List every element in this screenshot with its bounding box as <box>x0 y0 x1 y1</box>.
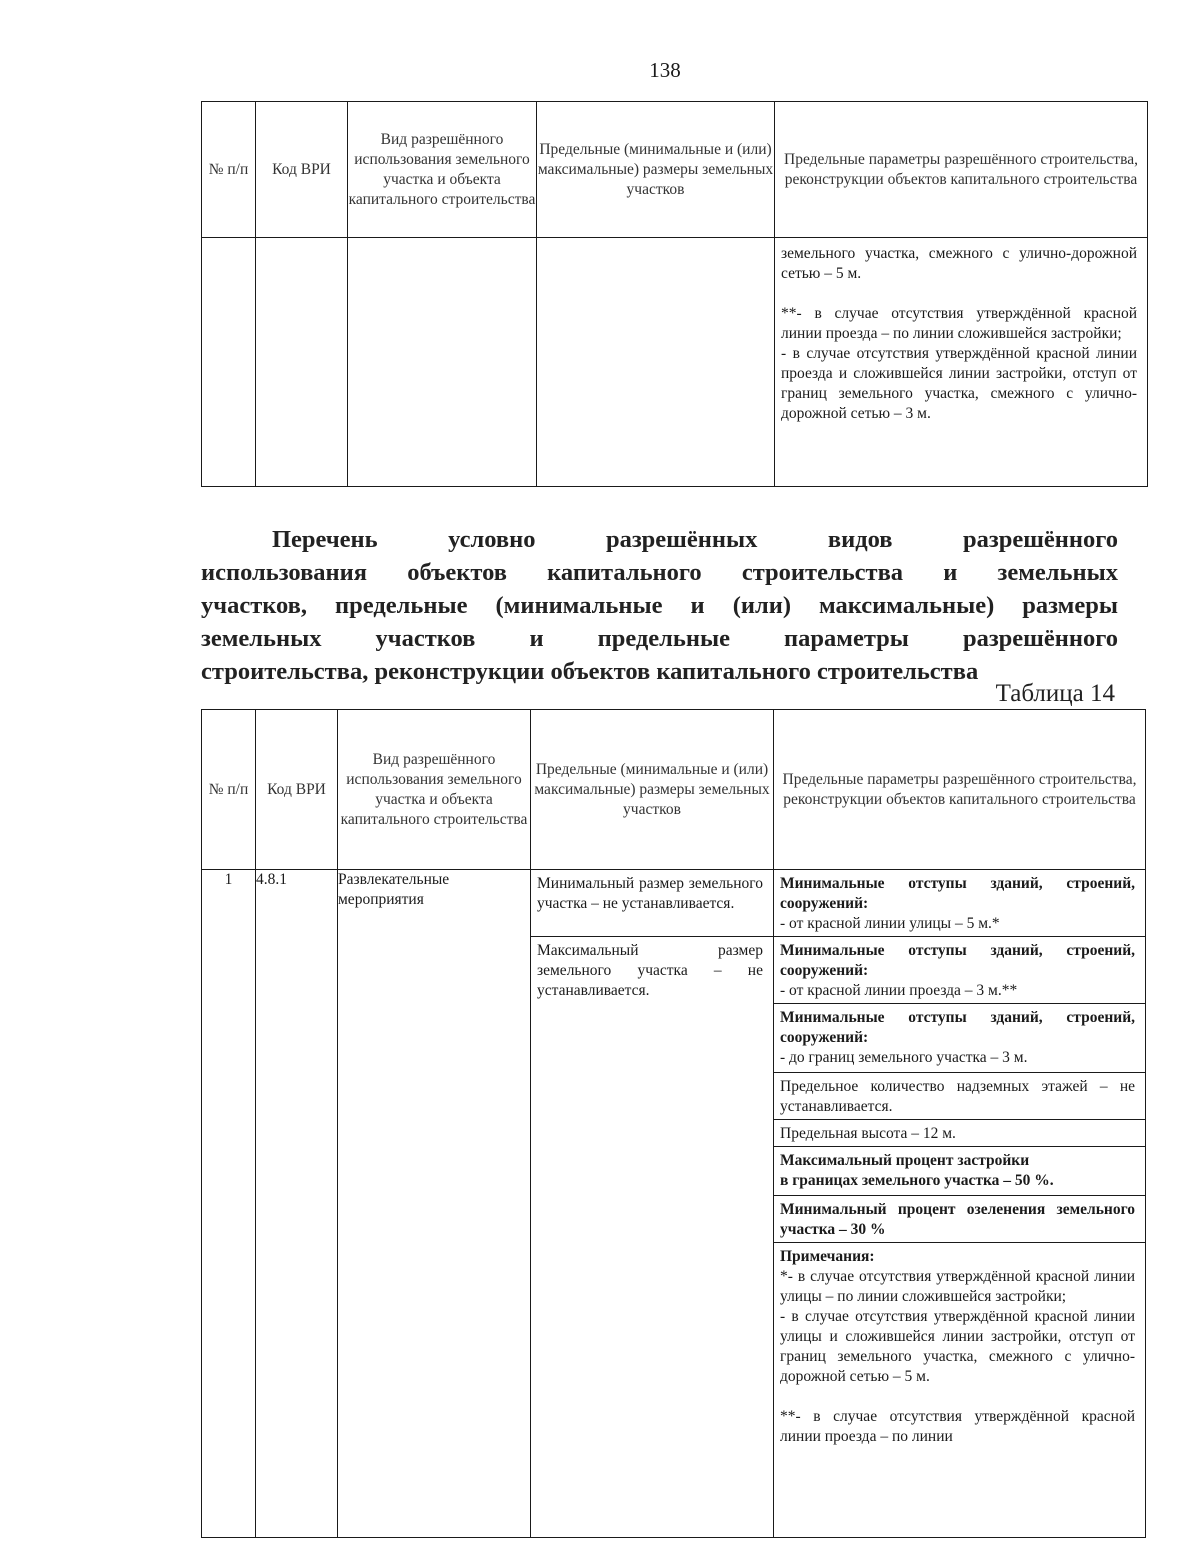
header-code: Код ВРИ <box>256 710 338 870</box>
param-value: в границах земельного участка – 50 %. <box>780 1172 1054 1189</box>
section-title-line: строительства, реконструкции объектов капитального строительства <box>201 658 979 685</box>
table-row <box>202 870 1146 1538</box>
param-height: Предельная высота – 12 м. <box>774 1120 1145 1147</box>
header-kind: Вид разрешённого использования земельного участка и объекта капитального строительства <box>338 710 531 870</box>
row-sizes <box>531 870 774 1538</box>
cell-empty <box>202 238 256 487</box>
header-num: № п/п <box>202 710 256 870</box>
continued-text-b: **- в случае отсутствия утверждённой красной линии проезда – по линии сложившейся застройки; <box>781 305 1137 342</box>
continued-text-a: земельного участка, смежного с улично-дорожной сетью – 5 м. <box>781 245 1137 282</box>
param-value: - до границ земельного участка – 3 м. <box>780 1049 1028 1066</box>
param-value: - от красной линии улицы – 5 м.* <box>780 915 1000 932</box>
header-num: № п/п <box>202 102 256 238</box>
notes-title: Примечания: <box>780 1248 875 1265</box>
section-title <box>201 523 1118 688</box>
section-title-line: земельных участков и предельные параметры разрешённого <box>201 625 1118 652</box>
header-kind: Вид разрешённого использования земельного участка и объекта капитального строительства <box>348 102 537 238</box>
row-kind: Развлекательные мероприятия <box>338 870 531 1538</box>
continued-text-c: - в случае отсутствия утверждённой красной линии проезда и сложившейся линии застройки, отступ от границ земельного участка, смежного с улично-дорожной сетью – 3 м. <box>781 345 1137 422</box>
row-num: 1 <box>202 870 256 1538</box>
continued-table <box>201 101 1148 487</box>
params-continued-cell <box>775 238 1148 487</box>
param-heading: Максимальный процент застройки <box>780 1152 1030 1169</box>
cell-empty <box>537 238 775 487</box>
row-code: 4.8.1 <box>256 870 338 1538</box>
cell-empty <box>348 238 537 487</box>
header-sizes: Предельные (минимальные и (или) максимальные) размеры земельных участков <box>537 102 775 238</box>
note: - в случае отсутствия утверждённой красной линии улицы и сложившейся линии застройки, отступ от границ земельного участка, смежного с улично-дорожной сетью – 5 м. <box>780 1308 1135 1385</box>
note: *- в случае отсутствия утверждённой красной линии улицы – по линии сложившейся застройки; <box>780 1268 1135 1305</box>
param-floors: Предельное количество надземных этажей – не устанавливается. <box>774 1073 1145 1120</box>
table-row <box>202 238 1148 487</box>
size-max: Максимальный размер земельного участка – не устанавливается. <box>537 942 763 999</box>
section-title-line: участков, предельные (минимальные и (или) максимальные) размеры <box>201 592 1118 619</box>
section-title-line: использования объектов капитального строительства и земельных <box>201 559 1118 586</box>
section-title-line: Перечень условно разрешённых видов разрешённого <box>272 526 1118 553</box>
table-caption: Таблица 14 <box>995 680 1115 707</box>
param-heading: Минимальные отступы зданий, строений, сооружений: <box>780 1009 1135 1046</box>
param-heading: Минимальные отступы зданий, строений, сооружений: <box>780 942 1135 979</box>
size-min: Минимальный размер земельного участка – не устанавливается. <box>531 870 773 937</box>
header-params: Предельные параметры разрешённого строительства, реконструкции объектов капитального строительства <box>774 710 1146 870</box>
header-sizes: Предельные (минимальные и (или) максимальные) размеры земельных участков <box>531 710 774 870</box>
notes <box>774 1243 1145 1449</box>
header-params: Предельные параметры разрешённого строительства, реконструкции объектов капитального строительства <box>775 102 1148 238</box>
param-setback-boundary <box>774 1004 1145 1073</box>
param-coverage <box>774 1147 1145 1196</box>
row-params <box>774 870 1146 1538</box>
param-setback-street <box>774 870 1145 937</box>
table-14 <box>201 709 1146 1538</box>
table-header-row <box>202 710 1146 870</box>
note: **- в случае отсутствия утверждённой красной линии проезда – по линии <box>780 1408 1135 1445</box>
page-number: 138 <box>649 58 681 82</box>
param-greening: Минимальный процент озеленения земельного участка – 30 % <box>774 1196 1145 1243</box>
table-header-row <box>202 102 1148 238</box>
param-heading: Минимальные отступы зданий, строений, сооружений: <box>780 875 1135 912</box>
param-setback-passage <box>774 937 1145 1004</box>
header-code: Код ВРИ <box>256 102 348 238</box>
param-value: - от красной линии проезда – 3 м.** <box>780 982 1018 999</box>
cell-empty <box>256 238 348 487</box>
